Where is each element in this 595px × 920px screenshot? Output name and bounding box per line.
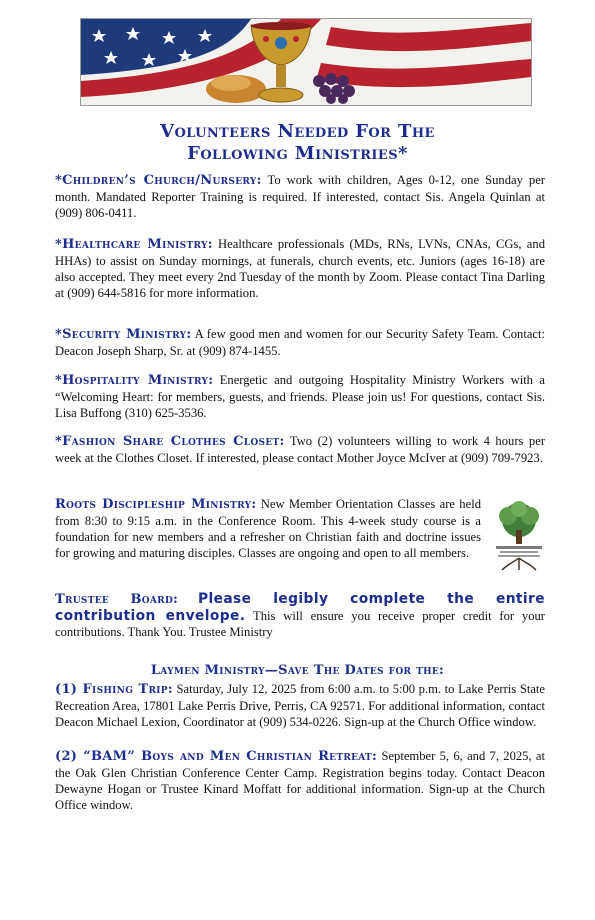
hospitality-ministry-section xyxy=(55,372,545,421)
page-title xyxy=(40,121,555,165)
security-ministry-text: A few good men and women for our Security Safety Team. Contact: Deacon Joseph Sharp, Sr. at (909) 874-1455. xyxy=(55,327,545,358)
bam-retreat-text: September 5, 6, and 7, 2025, at the Oak Glen Christian Conference Center Camp. Registration begins today. Contact Deacon Dewayne Hogan or Trustee Kinard Moffatt for additional information. Sign-up at the Church Office window. xyxy=(55,749,545,812)
childrens-church-text: To work with children, Ages 0-12, one Sunday per month. Mandated Reporter Training is required. If interested, contact Sis. Angela Quinlan at (909) 806-0411. xyxy=(55,173,545,220)
trustee-board-section xyxy=(55,591,545,640)
page-title-line-1: Volunteers Needed For The xyxy=(160,121,435,142)
page-title-line-2: Following Ministries* xyxy=(187,143,408,164)
bam-retreat-section xyxy=(55,748,545,813)
fashion-share-heading: *Fashion Share Clothes Closet: xyxy=(55,434,285,449)
flag-communion-illustration xyxy=(81,19,531,105)
header-banner-image xyxy=(80,18,532,106)
fishing-trip-heading: (1) Fishing Trip: xyxy=(55,682,173,697)
trustee-board-text: This will ensure you receive proper credit for your contributions. Thank You. Trustee Ministry xyxy=(55,609,545,639)
roots-discipleship-section xyxy=(55,496,481,561)
fishing-trip-text: Saturday, July 12, 2025 from 6:00 a.m. to 5:00 p.m. to Lake Perris State Recreation Area, 17801 Lake Perris Drive, Perris, CA 92571. For additional information, contact Deacon Michael Lexion, Coordinator at (909) 534-0226. Sign-up at the Church Office window. xyxy=(55,682,545,729)
bam-retreat-heading: (2) “BAM” Boys and Men Christian Retreat: xyxy=(55,749,378,764)
roots-tree-logo xyxy=(490,500,548,572)
security-ministry-heading: *Security Ministry: xyxy=(55,327,192,342)
fishing-trip-section xyxy=(55,681,545,730)
trustee-board-heading: Trustee Board: xyxy=(55,592,179,607)
roots-discipleship-text: New Member Orientation Classes are held from 8:30 to 9:15 a.m. in the Conference Room. This 4-week study course is a foundation for new members and a refresher on Christian faith and doctrine issues for growing and maturing disciples. Classes are ongoing and open to all members. xyxy=(55,497,481,560)
hospitality-ministry-text: Energetic and outgoing Hospitality Ministry Workers with a “Welcoming Heart: for members, guests, and friends. Please join us! For questions, contact Sis. Lisa Buffong (310) 625-3536. xyxy=(55,373,545,420)
healthcare-ministry-heading: *Healthcare Ministry: xyxy=(55,237,213,252)
childrens-church-heading: *Children’s Church/Nursery: xyxy=(55,173,262,188)
healthcare-ministry-section xyxy=(55,236,545,301)
trustee-board-emphasis: Please legibly complete the entire contribution envelope. xyxy=(55,591,546,624)
childrens-church-section xyxy=(55,172,545,221)
laymen-ministry-title: Laymen Ministry—Save The Dates for the: xyxy=(150,663,445,678)
fashion-share-section xyxy=(55,433,545,466)
healthcare-ministry-text: Healthcare professionals (MDs, RNs, LVNs, CNAs, CGs, and HHAs) to assist on Sunday mornings, at funerals, church events, etc. Juniors (ages 16-18) are also accepted. They meet every 2nd Tuesday of the month by Zoom. Please contact Tina Darling at (909) 644-5816 for more information. xyxy=(55,237,545,300)
roots-discipleship-heading: Roots Discipleship Ministry: xyxy=(55,497,257,512)
security-ministry-section xyxy=(55,326,545,359)
hospitality-ministry-heading: *Hospitality Ministry: xyxy=(55,373,214,388)
fashion-share-text: Two (2) volunteers willing to work 4 hours per week at the Clothes Closet. If interested, please contact Mother Joyce McIver at (909) 709-7923. xyxy=(55,434,546,465)
